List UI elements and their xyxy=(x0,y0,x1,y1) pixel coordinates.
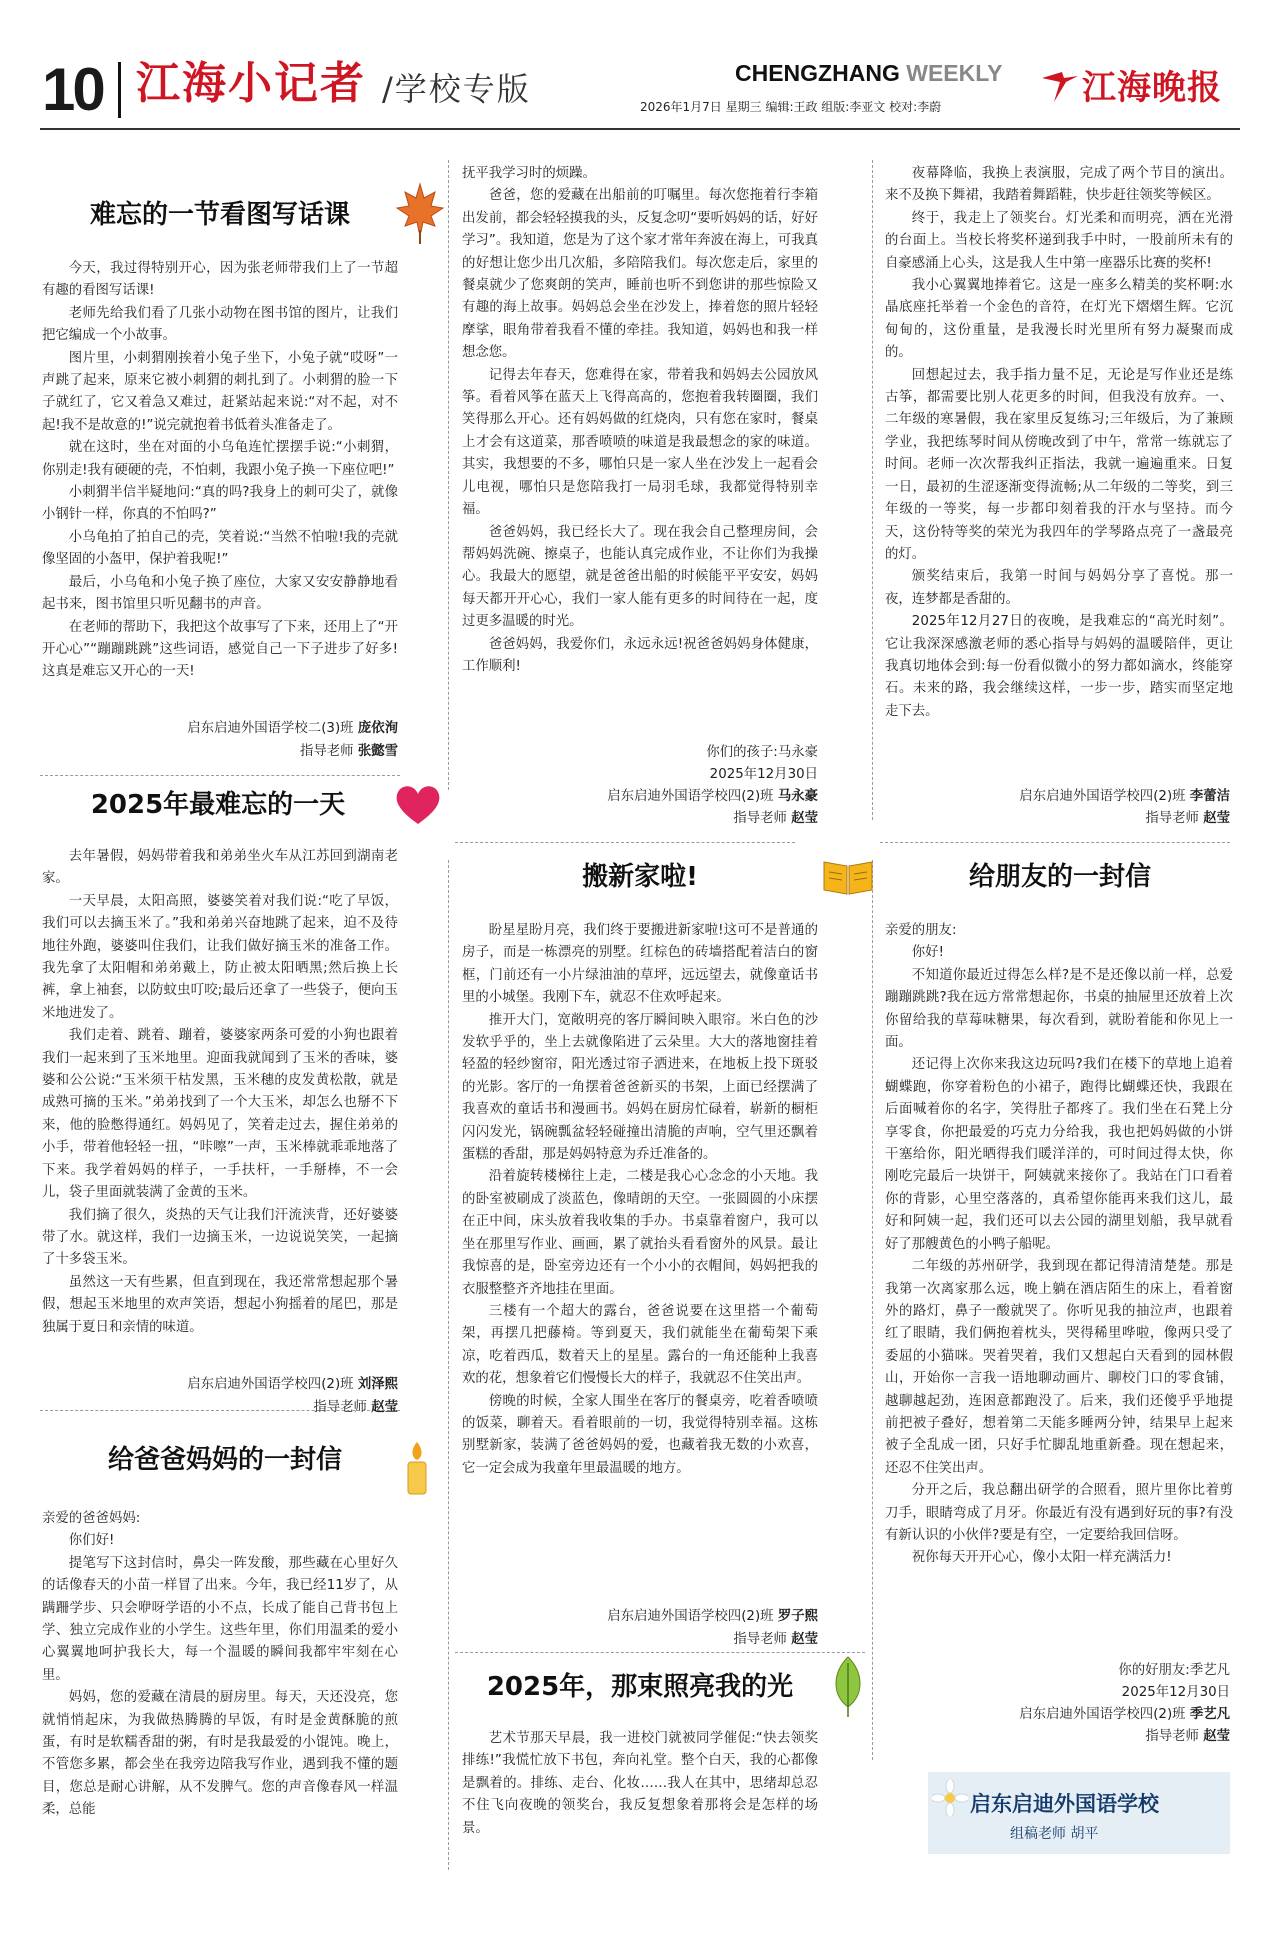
daisy-icon xyxy=(932,1780,968,1816)
page-number: 10 xyxy=(42,56,103,123)
teacher-label: 指导老师 xyxy=(733,1632,787,1647)
article-body-continued xyxy=(462,163,818,678)
article-body xyxy=(42,258,398,684)
section-subtitle: /学校专版 xyxy=(382,70,531,108)
byline xyxy=(1019,1704,1230,1726)
paper-name: 江海晚报 xyxy=(1082,68,1222,108)
paragraph: 抚平我学习时的烦躁。 xyxy=(462,166,596,181)
row-divider xyxy=(455,1652,865,1653)
open-book-icon xyxy=(820,856,876,898)
byline-school: 启东启迪外国语学校四(2)班 xyxy=(607,789,774,804)
paragraph: 三楼有一个超大的露台，爸爸说要在这里搭一个葡萄架，再摆几把藤椅。等到夏天，我们就能坐在葡萄架下乘凉，吃着西瓜，数着天上的星星。露台的一角还能种上我喜欢的花，想象着它们慢慢长大的样子，我就忍不住笑出声。 xyxy=(462,1303,818,1387)
teacher-name: 赵莹 xyxy=(791,1632,818,1647)
column-divider xyxy=(872,860,873,1760)
byline-author: 马永豪 xyxy=(777,789,818,804)
maple-leaf-icon xyxy=(395,182,445,246)
editor-credit: 组稿老师 胡平 xyxy=(1010,1826,1099,1842)
byline-school: 启东启迪外国语学校四(2)班 xyxy=(1019,789,1186,804)
article-title-picture-writing: 难忘的一节看图写话课 xyxy=(89,200,350,230)
paragraph: 最后，小乌龟和小兔子换了座位，大家又安安静静地看起书来，图书馆里只听见翻书的声音。 xyxy=(42,574,398,613)
paragraph: 盼星星盼月亮，我们终于要搬进新家啦!这可不是普通的房子，而是一栋漂亮的别墅。红棕色的砖墙搭配着洁白的窗框，门前还有一小片绿油油的草坪，远远望去，就像童话书里的小城堡。我刚下车，就忍不住欢呼起来。 xyxy=(462,923,818,1006)
teacher-name: 赵莹 xyxy=(791,811,818,826)
article-title-letter-to-parents: 给爸爸妈妈的一封信 xyxy=(107,1445,342,1475)
byline-school: 启东启迪外国语学校二(3)班 xyxy=(187,721,354,736)
byline-school: 启东启迪外国语学校四(2)班 xyxy=(1019,1707,1186,1722)
salutation: 亲爱的朋友: xyxy=(885,923,957,938)
row-divider xyxy=(880,842,1230,843)
byline-author: 罗子熙 xyxy=(777,1609,818,1624)
byline-author: 刘泽熙 xyxy=(357,1377,398,1392)
article-body xyxy=(462,920,818,1480)
article-title-new-house: 搬新家啦! xyxy=(582,862,698,892)
teacher-label: 指导老师 xyxy=(300,744,354,759)
paragraph: 二年级的苏州研学，我到现在都记得清清楚楚。那是我第一次离家那么远，晚上躺在酒店陌生的床上，看着窗外的路灯，鼻子一酸就哭了。你听见我的抽泣声，也跟着红了眼睛，我们俩抱着枕头，哭得稀里哗啦，像两只受了委屈的小猫咪。哭着哭着，我们又想起白天看到的园林假山，开始你一言我一语地聊动画片、聊校门口的零食铺，越聊越起劲，连困意都跑没了。后来，我们还傻乎乎地提前把被子叠好，想着第二天能多睡两分钟，结果早上起来被子全乱成一团，只好手忙脚乱地重新叠。现在想起来，还忍不住笑出声。 xyxy=(885,1259,1233,1476)
byline xyxy=(607,786,818,808)
weekly-label-a: CHENGZHANG xyxy=(735,60,900,86)
paragraph: 颁奖结束后，我第一时间与妈妈分享了喜悦。那一夜，连梦都是香甜的。 xyxy=(885,569,1233,607)
article-title-letter-to-friend: 给朋友的一封信 xyxy=(968,862,1151,892)
teacher-label: 指导老师 xyxy=(1145,1729,1199,1744)
teacher-line xyxy=(300,741,398,763)
paragraph: 我们走着、跳着、蹦着，婆婆家两条可爱的小狗也跟着我们一起来到了玉米地里。迎面我就闻到了玉米的香味，婆婆和公公说:“玉米须干枯发黑，玉米穗的皮发黄松散，就是成熟可摘的玉米。”弟弟找到了一个大玉米，却怎么也掰不下来，他的脸憋得通红。妈妈见了，笑着走过去，握住弟弟的小手，带着他轻轻一扭，“咔嚓”一声，玉米棒就乖乖地落了下来。我学着妈妈的样子，一手扶杆，一手掰棒，不一会儿，袋子里面就装满了金黄的玉米。 xyxy=(42,1028,398,1201)
paragraph: 在老师的帮助下，我把这个故事写了下来，还用上了“开开心心”“蹦蹦跳跳”这些词语，感觉自己一下子进步了好多!这真是难忘又开心的一天! xyxy=(42,619,398,680)
article-title-memorable-day: 2025年最难忘的一天 xyxy=(90,790,346,820)
paragraph: 爸爸妈妈，我爱你们，永远永远!祝爸爸妈妈身体健康，工作顺利! xyxy=(462,636,818,674)
weekly-label-b: WEEKLY xyxy=(906,60,1003,86)
teacher-line xyxy=(733,808,818,830)
paragraph: 不知道你最近过得怎么样?是不是还像以前一样，总爱蹦蹦跳跳?我在远方常常想起你，书桌的抽屉里还放着上次你留给我的草莓味糖果，每次看到，就盼着能和你见上一面。 xyxy=(885,967,1233,1051)
section-title: 江海小记者 xyxy=(136,58,366,109)
paragraph: 沿着旋转楼梯往上走，二楼是我心心念念的小天地。我的卧室被刷成了淡蓝色，像晴朗的天空。一张圆圆的小床摆在正中间，床头放着我收集的手办。书桌靠着窗户，我可以坐在那里写作业、画画，累了就抬头看看窗外的风景。最让我惊喜的是，卧室旁边还有一个小小的衣帽间，妈妈把我的衣服整整齐齐地挂在里面。 xyxy=(462,1169,818,1297)
paragraph: 图片里，小刺猬刚挨着小兔子坐下，小兔子就“哎呀”一声跳了起来，原来它被小刺猬的刺扎到了。小刺猬的脸一下子就红了，它又着急又难过，赶紧站起来说:“对不起，对不起!我不是故意的!”说完就抱着书低着头准备走了。 xyxy=(42,350,398,433)
teacher-label: 指导老师 xyxy=(1145,811,1199,826)
column-divider xyxy=(872,160,873,820)
row-divider xyxy=(455,842,795,843)
byline xyxy=(607,1606,818,1628)
paragraph: 爸爸妈妈，我已经长大了。现在我会自己整理房间，会帮妈妈洗碗、擦桌子，也能认真完成作业，不让你们为我操心。我最大的愿望，就是爸爸出船的时候能平平安安，妈妈每天都开开心心，我们一家人能有更多的时间待在一起，度过更多温暖的时光。 xyxy=(462,524,818,630)
teacher-line xyxy=(1145,808,1230,830)
byline-school: 启东启迪外国语学校四(2)班 xyxy=(187,1377,354,1392)
candle-icon xyxy=(400,1440,434,1496)
paragraph: 提笔写下这封信时，鼻尖一阵发酸，那些藏在心里好久的话像春天的小苗一样冒了出来。今年，我已经11岁了，从蹒跚学步、只会咿呀学语的小不点，长成了能自己背书包上学、独立完成作业的小学生。这些年里，你们用温柔的爱小心翼翼地呵护我长大，每一个温暖的瞬间我都牢牢刻在心里。 xyxy=(42,1555,398,1683)
byline-school: 启东启迪外国语学校四(2)班 xyxy=(607,1609,774,1624)
byline xyxy=(187,1374,398,1396)
paragraph: 祝你每天开开心心，像小太阳一样充满活力! xyxy=(911,1550,1172,1566)
paragraph: 还记得上次你来我这边玩吗?我们在楼下的草地上追着蝴蝶跑，你穿着粉色的小裙子，跑得比蝴蝶还快，我跟在后面喊着你的名字，笑得肚子都疼了。我们坐在石凳上分享零食，你把最爱的巧克力分给我，我也把妈妈做的小饼干塞给你，阳光晒得我们暖洋洋的，可时间过得太快，你刚吃完最后一块饼干，阿姨就来接你了。我站在门口看着你的背影，心里空落落的，真希望你能再来我们这儿，最好和阿姨一起，我们还可以去公园的湖里划船，我早就看好了那艘黄色的小鸭子船呢。 xyxy=(885,1057,1233,1252)
letter-date: 2025年12月30日 xyxy=(1121,1685,1230,1700)
byline xyxy=(187,718,398,740)
paragraph: 爸爸，您的爱藏在出船前的叮嘱里。每次您拖着行李箱出发前，都会轻轻摸我的头，反复念叨“要听妈妈的话，好好学习”。我知道，您是为了这个家才常年奔波在海上，可我真的好想让您少出几次船，多陪陪我们。每次您走后，家里的餐桌就少了您爽朗的笑声，睡前也听不到您讲的那些惊险又有趣的海上故事。妈妈总会坐在沙发上，捧着您的照片轻轻摩挲，眼角带着我看不懂的牵挂。我知道，妈妈也和我一样想念您。 xyxy=(462,188,818,361)
salutation: 亲爱的爸爸妈妈: xyxy=(42,1511,141,1526)
letter-closing: 你们的孩子:马永豪 xyxy=(706,745,818,760)
teacher-line xyxy=(733,1629,818,1651)
paragraph: 分开之后，我总翻出研学的合照看，照片里你比着剪刀手，眼睛弯成了月牙。你最近有没有遇到好玩的事?有没有新认识的小伙伴?要是有空，一定要给我回信呀。 xyxy=(885,1483,1233,1543)
teacher-name: 张懿雪 xyxy=(357,744,398,759)
paragraph: 2025年12月27日的夜晚，是我难忘的“高光时刻”。它让我深深感激老师的悉心指导与妈妈的温暖陪伴，更让我真切地体会到:每一份看似微小的努力都如滴水，终能穿石。未来的路，我会继续这样，一步一步，踏实而坚定地走下去。 xyxy=(885,614,1233,719)
paragraph: 就在这时，坐在对面的小乌龟连忙摆摆手说:“小刺猬，你别走!我有硬硬的壳，不怕刺，我跟小兔子换一下座位吧!” xyxy=(42,440,398,478)
letter-date: 2025年12月30日 xyxy=(709,767,818,782)
article-body-continued xyxy=(885,163,1233,723)
paragraph: 终于，我走上了领奖台。灯光柔和而明亮，洒在光滑的台面上。当校长将奖杯递到我手中时，一股前所未有的自豪感涌上心头，这是我人生中第一座器乐比赛的奖杯! xyxy=(885,210,1233,271)
teacher-line xyxy=(313,1397,398,1419)
paragraph: 回想起过去，我手指力量不足，无论是写作业还是练古筝，都需要比别人花更多的时间，但我没有放弃。一、二年级的寒暑假，我在家里反复练习;三年级后，为了兼顾学业，我把练琴时间从傍晚改到了中午，常常一练就忘了时间。老师一次次帮我纠正指法，我就一遍遍重来。日复一日，最初的生涩逐渐变得流畅;从二年级的二等奖，到三年级的一等奖，每一步都印刻着我的汗水与坚持。而今天，这份特等奖的荣光为我四年的学琴路点亮了一盏最亮的灯。 xyxy=(885,367,1233,562)
byline xyxy=(1019,786,1230,808)
paragraph: 去年暑假，妈妈带着我和弟弟坐火车从江苏回到湖南老家。 xyxy=(42,849,398,887)
paragraph: 小刺猬半信半疑地问:“真的吗?我身上的刺可尖了，就像小钢针一样，你真的不怕吗?” xyxy=(42,485,398,523)
paper-logo-icon xyxy=(1040,70,1080,104)
paragraph: 推开大门，宽敞明亮的客厅瞬间映入眼帘。米白色的沙发软乎乎的，坐上去就像陷进了云朵里。大大的落地窗挂着轻盈的轻纱窗帘，阳光透过帘子洒进来，在地板上投下斑驳的光影。客厅的一角摆着爸爸新买的书架，上面已经摆满了我喜欢的童话书和漫画书。妈妈在厨房忙碌着，崭新的橱柜闪闪发光，锅碗瓢盆轻轻碰撞出清脆的声响，空气里还飘着蛋糕的香甜，那是妈妈特意为乔迁准备的。 xyxy=(462,1012,818,1163)
paragraph: 傍晚的时候，全家人围坐在客厅的餐桌旁，吃着香喷喷的饭菜，聊着天。看着眼前的一切，我觉得特别幸福。这栋别墅新家，装满了爸爸妈妈的爱，也藏着我无数的小欢喜，它一定会成为我童年里最温暖的地方。 xyxy=(462,1393,818,1476)
school-name: 启东启迪外国语学校 xyxy=(970,1792,1159,1816)
article-body xyxy=(885,920,1233,1570)
teacher-line xyxy=(1145,1726,1230,1748)
column-divider xyxy=(448,160,449,790)
column-divider xyxy=(448,860,449,1870)
teacher-name: 赵莹 xyxy=(1203,811,1230,826)
green-leaf-icon xyxy=(830,1655,866,1719)
masthead-rule xyxy=(40,128,1240,130)
heart-icon xyxy=(394,782,442,826)
letter-closing: 你的好朋友:季艺凡 xyxy=(1118,1663,1230,1678)
article-title-the-light: 2025年，那束照亮我的光 xyxy=(486,1672,794,1702)
paragraph: 老师先给我们看了几张小动物在图书馆的图片，让我们把它编成一个小故事。 xyxy=(42,305,398,344)
paragraph: 妈妈，您的爱藏在清晨的厨房里。每天，天还没亮，您就悄悄起床，为我做热腾腾的早饭，有时是金黄酥脆的煎蛋，有时是软糯香甜的粥，有时是我最爱的小馄饨。晚上，不管您多累，都会坐在我旁边陪我写作业，遇到我不懂的题目，您总是耐心讲解，从不发脾气。您的声音像春风一样温柔，总能 xyxy=(42,1690,398,1818)
paragraph: 我们摘了很久，炎热的天气让我们汗流浃背，还好婆婆带了水。就这样，我们一边摘玉米，一边说说笑笑，一起摘了十多袋玉米。 xyxy=(42,1207,398,1268)
paragraph: 一天早晨，太阳高照，婆婆笑着对我们说:“吃了早饭，我们可以去摘玉米了。”我和弟弟兴奋地跳了起来，迫不及待地往外跑，婆婆叫住我们，让我们做好摘玉米的准备工作。我先拿了太阳帽和弟弟戴上，防止被太阳晒黑;然后换上长裤，拿上袖套，以防蚊虫叮咬;最后还拿了一些袋子，便向玉米地进发了。 xyxy=(42,893,398,1021)
paragraph: 艺术节那天早晨，我一进校门就被同学催促:“快去领奖排练!”我慌忙放下书包，奔向礼堂。整个白天，我的心都像是飘着的。排练、走台、化妆……我人在其中，思绪却总忍不住飞向夜晚的领奖台，我反复想象着那将会是怎样的场景。 xyxy=(462,1731,818,1836)
row-divider xyxy=(40,775,400,776)
paragraph: 夜幕降临，我换上表演服，完成了两个节目的演出。来不及换下舞裙，我踏着舞蹈鞋，快步赶往领奖等候区。 xyxy=(885,166,1233,204)
article-body xyxy=(42,1508,398,1822)
article-body xyxy=(42,846,398,1339)
paragraph: 今天，我过得特别开心，因为张老师带我们上了一节超有趣的看图写话课! xyxy=(42,261,398,299)
teacher-name: 赵莹 xyxy=(1203,1729,1230,1744)
byline-author: 庞依洵 xyxy=(357,721,398,736)
edition-info: 2026年1月7日 星期三 编辑:王政 组版:李亚文 校对:李蔚 xyxy=(640,100,942,114)
paragraph: 记得去年春天，您难得在家，带着我和妈妈去公园放风筝。看着风筝在蓝天上飞得高高的，您抱着我转圈圈，我们笑得那么开心。还有妈妈做的红烧肉，只有您在家时，餐桌上才会有这道菜，那香喷喷的味道是我最想念的家的味道。其实，我想要的不多，哪怕只是一家人坐在沙发上一起看会儿电视，哪怕只是您陪我打一局羽毛球，我都觉得特别幸福。 xyxy=(462,367,818,518)
article-body xyxy=(462,1728,818,1840)
paragraph: 我小心翼翼地捧着它。这是一座多么精美的奖杯啊:水晶底座托举着一个金色的音符，在灯光下熠熠生辉。它沉甸甸的，这份重量，是我漫长时光里所有努力凝聚而成的。 xyxy=(885,278,1233,361)
masthead xyxy=(0,0,1280,130)
paragraph: 虽然这一天有些累，但直到现在，我还常常想起那个暑假，想起玉米地里的欢声笑语，想起小狗摇着的尾巴，那是独属于夏日和亲情的味道。 xyxy=(42,1274,398,1335)
masthead-divider xyxy=(118,62,121,118)
byline-author: 季艺凡 xyxy=(1189,1707,1230,1722)
paragraph: 小乌龟拍了拍自己的壳，笑着说:“当然不怕啦!我的壳就像坚固的小盔甲，保护着我呢!” xyxy=(42,529,398,568)
teacher-label: 指导老师 xyxy=(313,1400,367,1415)
byline-author: 李蕾洁 xyxy=(1189,789,1230,804)
greeting: 你们好! xyxy=(68,1533,115,1549)
teacher-label: 指导老师 xyxy=(733,811,787,826)
teacher-name: 赵莹 xyxy=(371,1400,398,1415)
weekly-label xyxy=(735,62,1003,85)
greeting: 你好! xyxy=(911,945,944,961)
